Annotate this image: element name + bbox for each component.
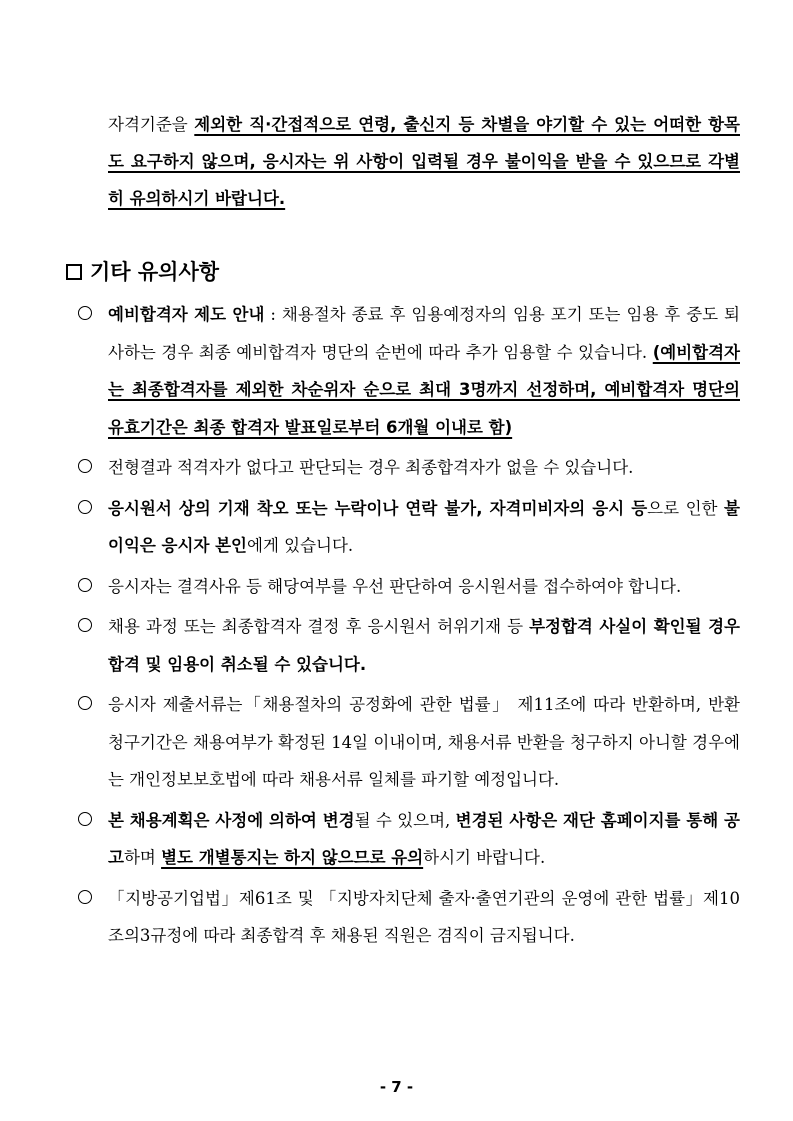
item-text: 채용 과정 또는 최종합격자 결정 후 응시원서 허위기재 등 xyxy=(108,617,530,636)
item-text: 하며 xyxy=(123,848,162,867)
item-emphasis: 응시원서 상의 기재 착오 또는 누락이나 연락 불가, 자격미비자의 응시 등 xyxy=(108,498,648,518)
section-title: 기타 유의사항 xyxy=(90,260,220,284)
list-item-false-entry xyxy=(78,608,740,683)
item-text: 「지방공기업법」제61조 및 「지방자치단체 출자·출연기관의 운영에 관한 법률」제10조의3규정에 따라 최종합격 후 채용된 직원은 겸직이 금지됩니다. xyxy=(108,888,740,945)
item-emphasis: 부정합격 사실이 확인될 경우 합격 및 임용이 취소될 수 있습니다. xyxy=(108,617,740,674)
circle-bullet-icon xyxy=(78,618,92,632)
circle-bullet-icon xyxy=(78,459,92,473)
intro-text: 자격기준을 xyxy=(108,115,195,134)
item-emphasis: 변경된 사항은 재단 홈페이지를 통해 공고 xyxy=(108,810,741,867)
item-emphasis: 별도 개별통지는 하지 않으므로 유의 xyxy=(161,848,424,867)
checkbox-square-icon xyxy=(66,264,82,280)
list-item-reserve-candidate xyxy=(78,296,740,446)
circle-bullet-icon xyxy=(78,306,92,320)
item-emphasis: 본 채용계획은 사정에 의하여 변경 xyxy=(108,810,355,830)
item-text: 에게 있습니다. xyxy=(247,536,354,555)
page-number: - 7 - xyxy=(379,1078,414,1096)
item-text: 응시자는 결격사유 등 해당여부를 우선 판단하여 응시원서를 접수하여야 합니다. xyxy=(108,576,682,596)
list-item-no-qualified xyxy=(78,449,740,487)
circle-bullet-icon xyxy=(78,500,92,514)
item-text: 될 수 있으며, xyxy=(354,810,456,830)
item-emphasis: (예비합격자는 최종합격자를 제외한 차순위자 순으로 최대 3명까지 선정하며, 예비합격자 명단의 유효기간은 최종 합격자 발표일로부터 6개월 이내로 함) xyxy=(108,342,740,437)
item-text: 으로 인한 xyxy=(647,498,725,518)
list-item-disqualification xyxy=(78,568,740,606)
list-item-dual-employment xyxy=(78,880,740,955)
list-item-plan-change xyxy=(78,802,740,877)
circle-bullet-icon xyxy=(78,578,92,592)
circle-bullet-icon xyxy=(78,696,92,710)
item-text: 응시자 제출서류는「채용절차의 공정화에 관한 법률」 제11조에 따라 반환하며, 반환 청구기간은 채용여부가 확정된 14일 이내이며, 채용서류 반환을 청구하지 아니할 경우에는 개인정보보호법에 따라 채용서류 일체를 파기할 예정입니다. xyxy=(108,695,740,789)
item-text: 하시기 바랍니다. xyxy=(423,848,546,867)
item-text: 전형결과 적격자가 없다고 판단되는 경우 최종합격자가 없을 수 있습니다. xyxy=(108,458,634,477)
notice-list xyxy=(78,296,740,958)
item-label: 예비합격자 제도 안내 xyxy=(108,305,265,324)
list-item-application-errors xyxy=(78,490,740,565)
section-heading xyxy=(66,257,219,287)
intro-emphasis: 제외한 직·간접적으로 연령, 출신지 등 차별을 야기할 수 있는 어떠한 항목도 요구하지 않으며, 응시자는 위 사항이 입력될 경우 불이익을 받을 수 있으므로 각별히 유의하시기 바랍니다. xyxy=(108,115,740,208)
item-emphasis: 불이익은 응시자 본인 xyxy=(108,498,740,555)
item-text: : 채용절차 종료 후 임용예정자의 임용 포기 또는 임용 후 중도 퇴사하는 경우 최종 예비합격자 명단의 순번에 따라 추가 임용할 수 있습니다. xyxy=(108,305,740,362)
list-item-document-return xyxy=(78,686,740,799)
intro-paragraph xyxy=(108,106,740,217)
circle-bullet-icon xyxy=(78,812,92,826)
circle-bullet-icon xyxy=(78,890,92,904)
